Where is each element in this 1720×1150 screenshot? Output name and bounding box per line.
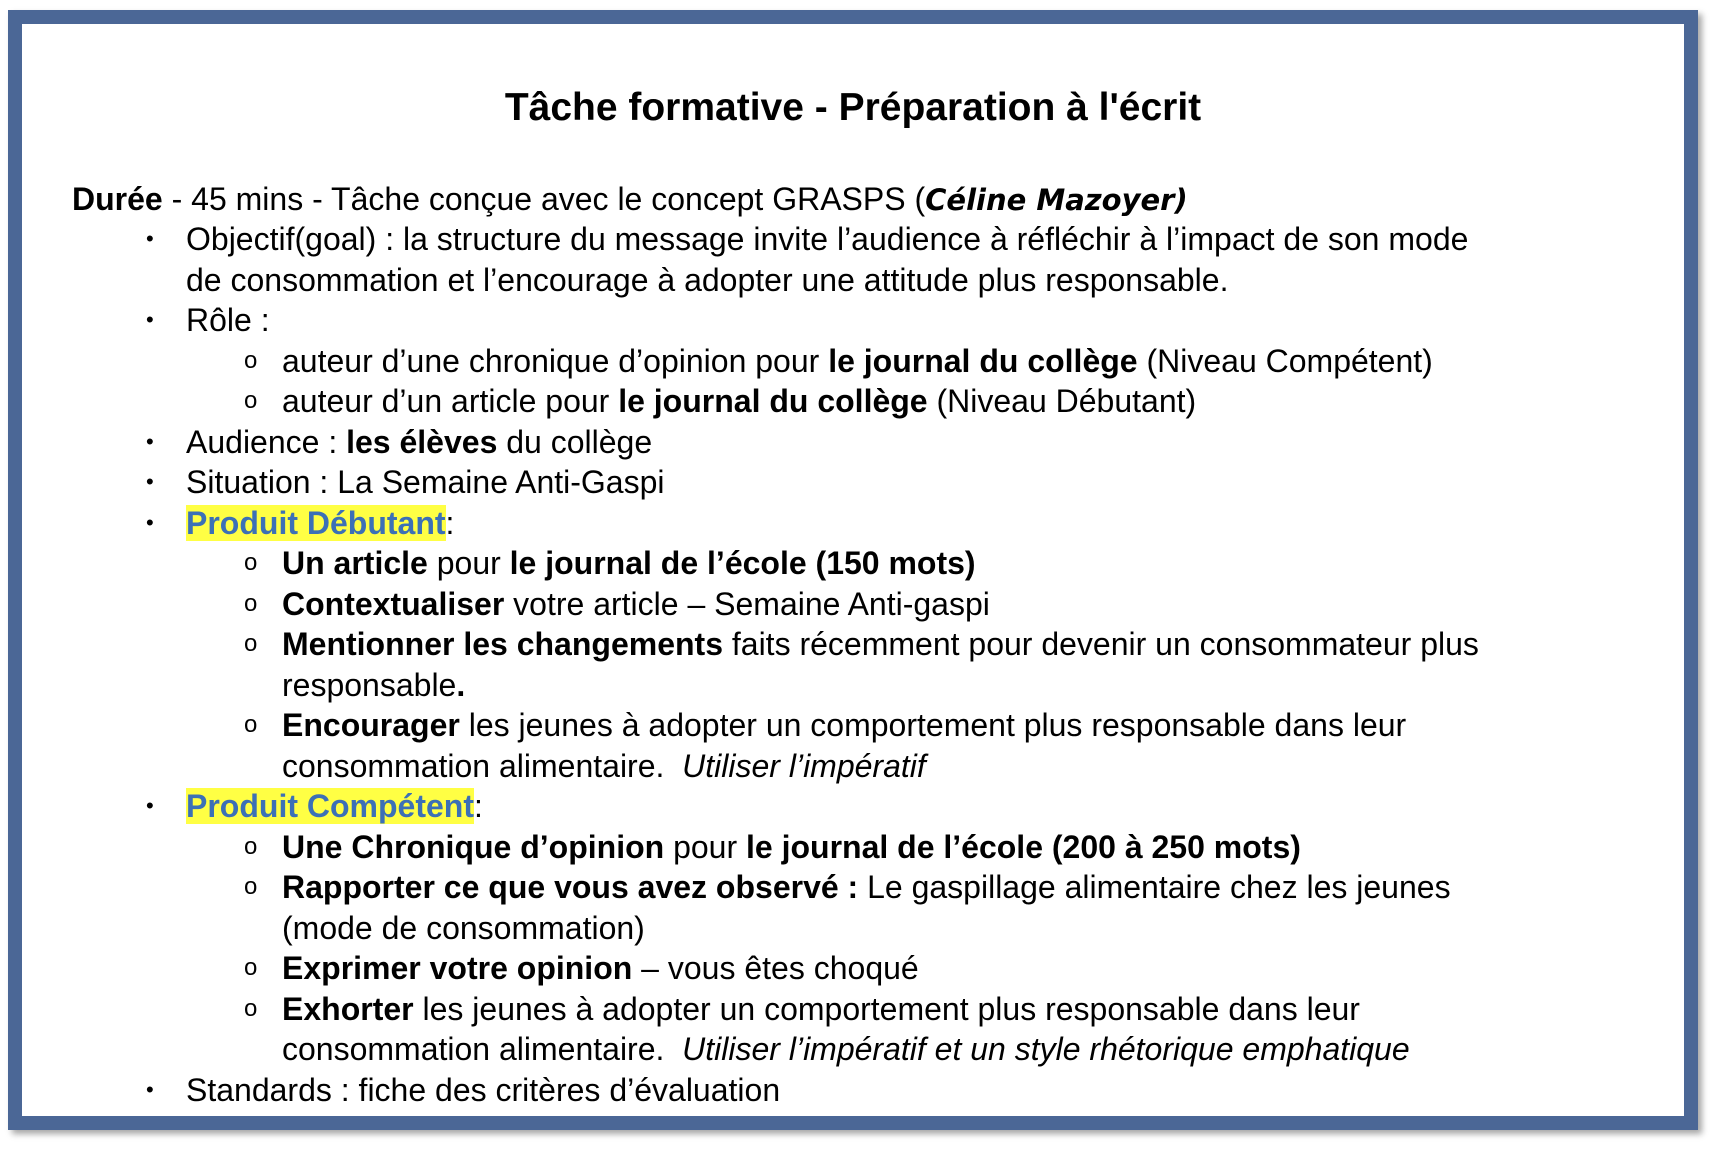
item-text: pour xyxy=(427,545,510,581)
item-bold: Mentionner les changements xyxy=(282,626,723,662)
list-item xyxy=(186,584,1684,625)
role-text: auteur d’une chronique d’opinion pour xyxy=(282,342,829,379)
circle-bullet-icon: o xyxy=(244,549,258,576)
role-level: (Niveau Compétent) xyxy=(1137,342,1433,379)
list-item-objectif xyxy=(22,219,1684,300)
item-text: (mode de consommation) xyxy=(282,909,645,946)
colon: : xyxy=(445,504,455,541)
grasps-list xyxy=(22,219,1684,1110)
bullet-icon: • xyxy=(146,469,154,494)
circle-bullet-icon: o xyxy=(244,387,258,414)
item-bold: le journal de l’école (150 mots) xyxy=(509,545,976,581)
list-item-produit-debutant xyxy=(22,503,1684,787)
item-bold: Rapporter ce que vous avez observé : xyxy=(282,869,859,905)
author-name: Céline Mazoyer) xyxy=(925,183,1188,217)
document-frame xyxy=(8,10,1698,1130)
document-content xyxy=(22,24,1684,1116)
bullet-icon: • xyxy=(146,1076,154,1102)
list-item xyxy=(186,989,1684,1070)
list-item xyxy=(186,705,1684,786)
list-item xyxy=(186,381,1684,422)
audience-label: Audience : xyxy=(186,423,347,460)
bullet-icon: • xyxy=(146,793,154,818)
list-item xyxy=(186,341,1684,382)
circle-bullet-icon: o xyxy=(244,873,258,900)
bullet-icon: • xyxy=(146,226,154,251)
list-item xyxy=(186,827,1684,868)
circle-bullet-icon: o xyxy=(244,589,258,617)
list-item-standards xyxy=(22,1070,1684,1111)
item-bold: Encourager xyxy=(282,707,460,743)
circle-bullet-icon: o xyxy=(244,832,258,860)
item-italic: Utiliser l’impératif et un style rhétorique emphatique xyxy=(682,1031,1410,1067)
bullet-icon: • xyxy=(146,509,154,535)
circle-bullet-icon: o xyxy=(244,994,258,1022)
bullet-icon: • xyxy=(146,307,154,332)
role-bold: le journal du collège xyxy=(618,383,928,419)
competent-sublist xyxy=(186,827,1684,1070)
role-label: Rôle : xyxy=(186,302,270,338)
bullet-icon: • xyxy=(146,428,154,454)
item-bold: Une Chronique d’opinion xyxy=(282,828,665,865)
produit-debutant-heading: Produit Débutant xyxy=(186,504,446,541)
standards-text: Standards : fiche des critères d’évaluation xyxy=(186,1071,781,1108)
colon: : xyxy=(473,788,483,824)
audience-text: du collège xyxy=(497,423,653,460)
list-item xyxy=(186,948,1684,989)
list-item-audience xyxy=(22,422,1684,463)
item-text: faits récemment pour devenir un consommateur plus xyxy=(722,626,1479,662)
item-text: les jeunes à adopter un comportement plus responsable dans leur xyxy=(459,707,1407,743)
circle-bullet-icon: o xyxy=(244,711,258,738)
list-item-situation xyxy=(22,462,1684,503)
role-bold: le journal du collège xyxy=(828,342,1138,379)
item-bold: . xyxy=(456,666,466,703)
item-text: pour xyxy=(664,828,746,865)
item-bold: Exhorter xyxy=(282,990,414,1027)
item-bold: le journal de l’école (200 à 250 mots) xyxy=(746,828,1301,865)
list-item xyxy=(186,624,1684,705)
situation-text: Situation : La Semaine Anti-Gaspi xyxy=(186,464,665,500)
duration-label: Durée xyxy=(72,181,163,217)
item-bold: Un article xyxy=(282,545,428,581)
item-italic: Utiliser l’impératif xyxy=(682,747,926,784)
list-item xyxy=(186,543,1684,584)
item-text: consommation alimentaire. xyxy=(282,1031,683,1067)
item-text: Le gaspillage alimentaire chez les jeunes xyxy=(858,869,1451,905)
item-bold: Contextualiser xyxy=(282,585,505,622)
item-text: responsable xyxy=(282,666,457,703)
objectif-line2: de consommation et l’encourage à adopter une attitude plus responsable. xyxy=(186,261,1229,298)
item-text: les jeunes à adopter un comportement plus responsable dans leur xyxy=(413,990,1360,1027)
item-text: – vous êtes choqué xyxy=(632,950,919,986)
list-item-produit-competent xyxy=(22,786,1684,1070)
circle-bullet-icon: o xyxy=(244,346,258,374)
page-title: Tâche formative - Préparation à l'écrit xyxy=(504,86,1202,129)
role-text: auteur d’un article pour xyxy=(282,383,619,419)
item-bold: Exprimer votre opinion xyxy=(282,950,633,986)
produit-competent-heading: Produit Compétent xyxy=(186,788,474,824)
circle-bullet-icon: o xyxy=(244,954,258,981)
role-sublist xyxy=(186,341,1684,422)
item-text: votre article – Semaine Anti-gaspi xyxy=(504,585,990,622)
list-item xyxy=(186,867,1684,948)
role-level: (Niveau Débutant) xyxy=(927,383,1197,419)
item-text: consommation alimentaire. xyxy=(282,747,683,784)
objectif-line1: Objectif(goal) : la structure du message invite l’audience à réfléchir à l’impact de son mode xyxy=(186,221,1469,257)
audience-bold: les élèves xyxy=(346,423,498,460)
debutant-sublist xyxy=(186,543,1684,786)
circle-bullet-icon: o xyxy=(244,630,258,657)
list-item-role xyxy=(22,300,1684,422)
duration-text: - 45 mins - Tâche conçue avec le concept GRASPS ( xyxy=(162,181,926,217)
duration-line xyxy=(72,179,1188,220)
